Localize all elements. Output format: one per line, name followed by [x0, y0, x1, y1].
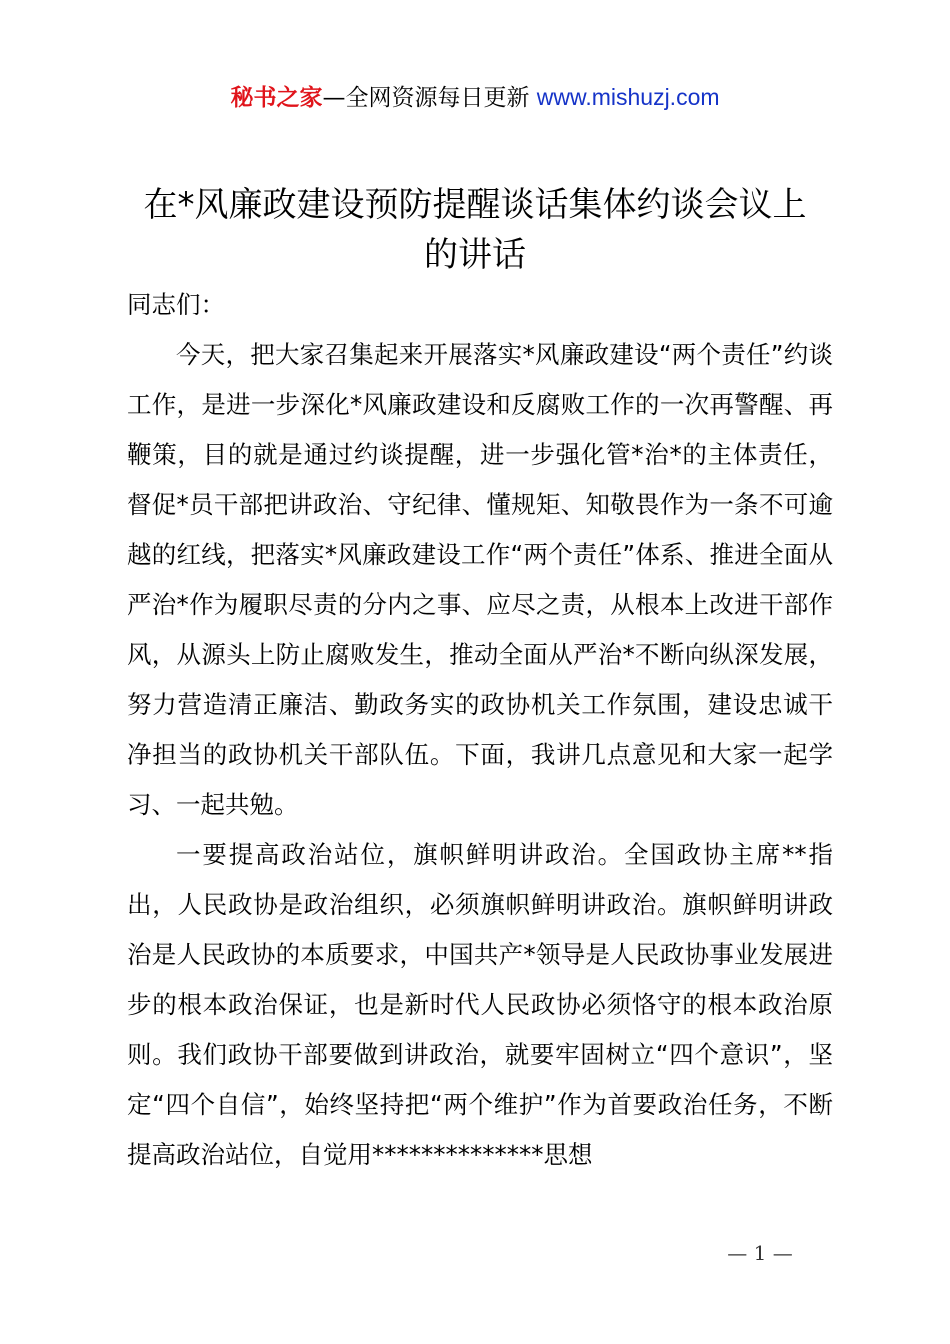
- salutation: 同志们：: [127, 290, 225, 319]
- brand-name: 秘书之家: [230, 85, 323, 111]
- header-slogan: —全网资源每日更新: [322, 85, 537, 111]
- paragraph-1: 今天，把大家召集起来开展落实*风廉政建设“两个责任”约谈工作，是进一步深化*风廉政建设和反腐败工作的一次再警醒、再鞭策，目的就是通过约谈提醒，进一步强化管*治*的主体责任，督促*员干部把讲政治、守纪律、懂规矩、知敬畏作为一条不可逾越的红线，把落实*风廉政建设工作“两个责任”体系、推进全面从严治*作为履职尽责的分内之事、应尽之责，从根本上改进干部作风，从源头上防止腐败发生，推动全面从严治*不断向纵深发展，努力营造清正廉洁、勤政务实的政协机关工作氛围，建设忠诚干净担当的政协机关干部队伍。下面，我讲几点意见和大家一起学习、一起共勉。: [127, 340, 833, 819]
- site-url-link[interactable]: www.mishuzj.com: [536, 84, 720, 110]
- document-title-line-1: 在*风廉政建设预防提醒谈话集体约谈会议上: [143, 185, 807, 225]
- document-title: [120, 180, 830, 280]
- page-number: — 1 —: [727, 1241, 793, 1265]
- document-body: [127, 280, 833, 1180]
- site-header: [0, 80, 950, 115]
- document-title-line-2: 的讲话: [424, 235, 526, 275]
- paragraph-2: 一要提高政治站位，旗帜鲜明讲政治。全国政协主席**指出，人民政协是政治组织，必须旗帜鲜明讲政治。旗帜鲜明讲政治是人民政协的本质要求，中国共产*领导是人民政协事业发展进步的根本政治保证，也是新时代人民政协必须恪守的根本政治原则。我们政协干部要做到讲政治，就要牢固树立“四个意识”，坚定“四个自信”，始终坚持把“两个维护”作为首要政治任务，不断提高政治站位，自觉用**************思想: [127, 840, 833, 1169]
